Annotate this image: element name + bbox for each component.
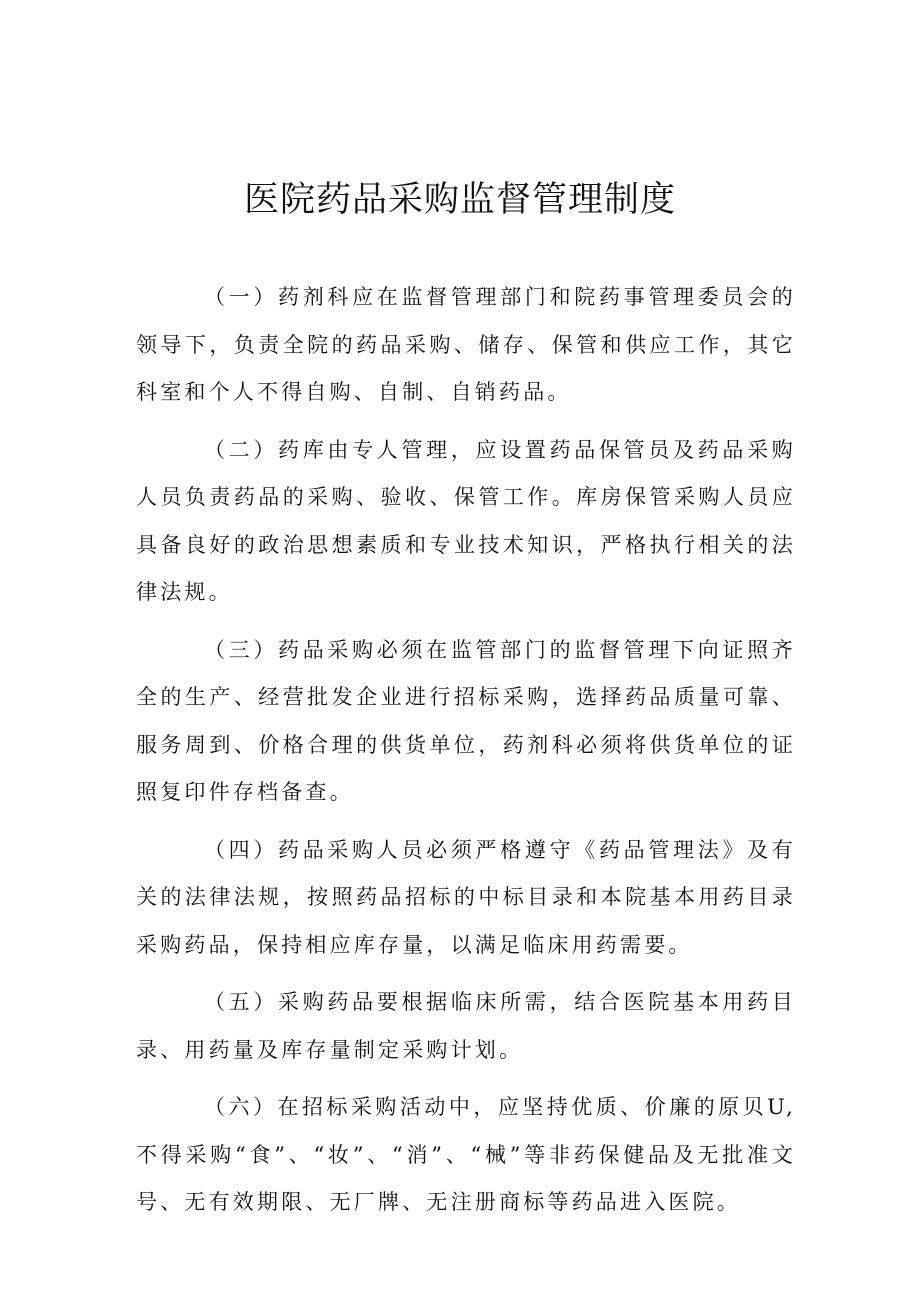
document-title: 医院药品采购监督管理制度 xyxy=(243,180,676,220)
paragraph-6: （六）在招标采购活动中，应坚持优质、价廉的原贝U,不得采购“食”、“妆”、“消”、“械”等非药保健品及无批准文号、无有效期限、无厂牌、无注册商标等药品进入医院。 xyxy=(136,1095,796,1214)
paragraph-2: （二）药库由专人管理，应设置药品保管员及药品采购人员负责药品的采购、验收、保管工作。库房保管采购人员应具备良好的政治思想素质和专业技术知识，严格执行相关的法律法规。 xyxy=(136,437,796,604)
paragraph-4: （四）药品采购人员必须严格遵守《药品管理法》及有关的法律法规，按照药品招标的中标目录和本院基本用药目录采购药品，保持相应库存量，以满足临床用药需要。 xyxy=(136,837,796,957)
paragraph-1: （一）药剂科应在监督管理部门和院药事管理委员会的领导下，负责全院的药品采购、储存、保管和供应工作，其它科室和个人不得自购、自制、自销药品。 xyxy=(136,285,796,404)
paragraph-3: （三）药品采购必须在监管部门的监督管理下向证照齐全的生产、经营批发企业进行招标采购，选择药品质量可靠、服务周到、价格合理的供货单位，药剂科必须将供货单位的证照复印件存档备查。 xyxy=(136,637,796,804)
document-body xyxy=(136,274,796,1237)
paragraph-5: （五）采购药品要根据临床所需，结合医院基本用药目录、用药量及库存量制定采购计划。 xyxy=(136,990,796,1062)
